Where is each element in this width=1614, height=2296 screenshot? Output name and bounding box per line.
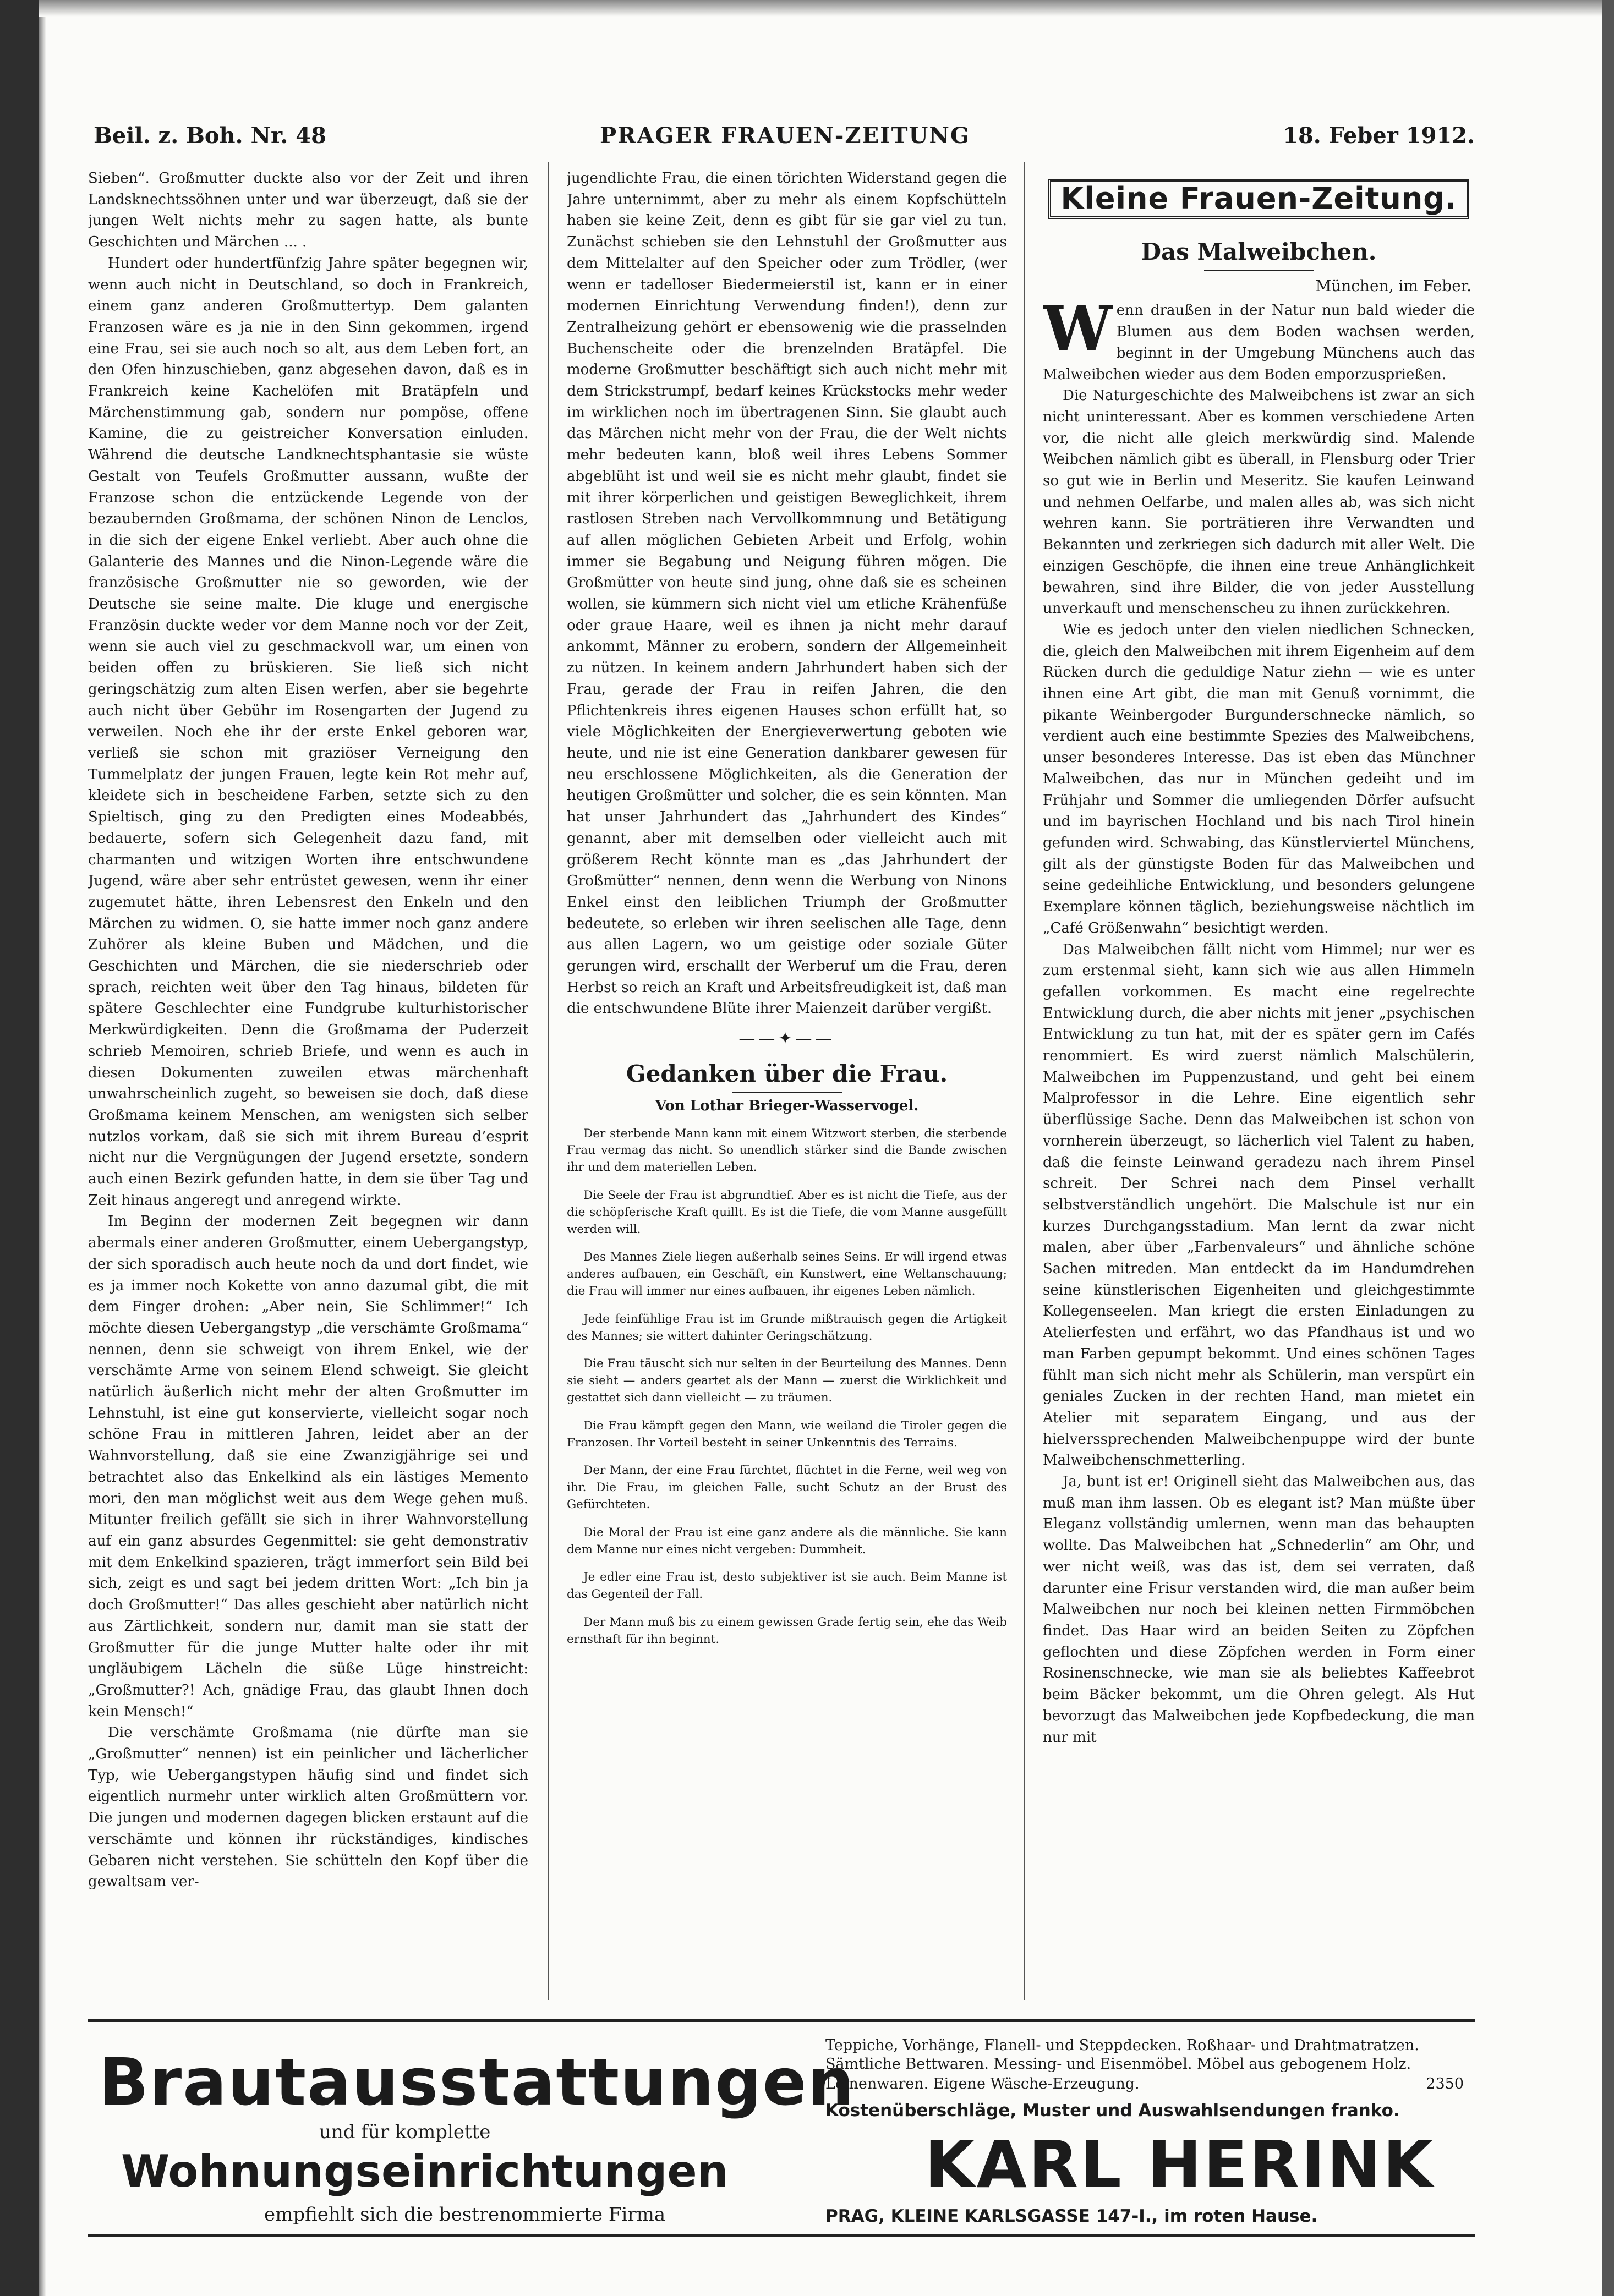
ad-recommendation: empfiehlt sich die bestrenommierte Firma [264,2204,666,2226]
ad-company-name: KARL HERINK [924,2127,1435,2202]
ad-product-line-text: Leinenwaren. Eigene Wäsche-Erzeugung. [825,2075,1140,2092]
aphorism: Die Frau täuscht sich nur selten in der Beurteilung des Mannes. Denn sie sieht — anders geartet als der Mann — zuerst die Wirklichkeit und gestattet sich dann vielleicht — zu träumen. [567,1357,1007,1405]
aphorism: Die Seele der Frau ist abgrundtief. Aber es ist nicht die Tiefe, aus der die schöpferische Kraft quillt. Es ist die Tiefe, die vom Manne ausgefüllt werden will. [567,1188,1007,1236]
ad-product-line: Teppiche, Vorhänge, Flanell- und Steppdecken. Roßhaar- und Drahtmatratzen. [825,2037,1419,2054]
column-1 [88,168,528,2000]
title-underline [1204,270,1314,271]
gedanken-title: Gedanken über die Frau. [626,1060,948,1087]
scan-border-right [1602,0,1614,2296]
section-title-box: Kleine Frauen-Zeitung. [1048,179,1469,219]
scan-border-top [39,0,1602,17]
article-paragraph: Das Malweibchen fällt nicht vom Himmel; nur wer es zum erstenmal sieht, kann sich wie aus allen Himmeln gefallen vorkommen. Es macht eine regelrechte Entwicklung durch, die aber nichts mit jener „psychischen Entwicklung zu tun hat, mit der es später gern im Cafés renommiert. Es wird zuerst nämlich Malschülerin, Malweibchen im Puppenzustand, und geht bei einem Malprofessor in die Lehre. Eine eigentlich sehr überflüssige Sache. Denn das Malweibchen ist schon von vornherein überzeugt, so lächerlich viel Talent zu haben, daß die feinste Leinwand geradezu nach ihrem Pinsel schreit. Der Schrei nach dem Pinsel verhallt selbstverständlich ungehört. Die Malschule ist nur ein kurzes Durchgangsstadium. Man lernt da zwar nicht malen, aber über „Farbenvaleurs“ und ähnliche schöne Sachen mitreden. Man entdeckt da im Handumdrehen seine künstlerischen Eigenheiten und gleichgestimmte Kollegenseelen. Man kriegt die ersten Einladungen zu Atelierfesten und erfährt, wo das Pfandhaus ist und wo man Farben gepumpt bekommt. Und eines schönen Tages fühlt man sich nicht mehr als Schülerin, man verspürt ein geniales Zucken in der rechten Hand, man mietet ein Atelier mit separatem Eingang, und aus der hielverssprechenden Malweibchenpuppe wird der bunte Malweibchenschmetterling. [1043,941,1475,1469]
ornament-divider: ——✦—— [738,1029,835,1049]
aphorism: Jede feinfühlige Frau ist im Grunde mißtrauisch gegen die Artigkeit des Mannes; sie wittert dahinter Geringschätzung. [567,1312,1007,1343]
aphorism: Der Mann, der eine Frau fürchtet, flüchtet in die Ferne, weil weg von ihr. Die Frau, im gleichen Falle, sucht Schutz an der Brust des Gefürchteten. [567,1464,1007,1511]
ad-product-line [825,2075,1475,2092]
article-paragraph: Die Naturgeschichte des Malweibchens ist zwar an sich nicht uninteressant. Aber es kommen verschiedene Arten vor, die nicht alle gleich merkwürdig sind. Malende Weibchen nämlich gibt es überall, in Flensburg oder Trier so gut wie in Berlin und Meseritz. Sie kaufen Leinwand und nehmen Oelfarbe, und malen alles ab, was sich nicht wehren kann. Sie porträtieren ihre Verwandten und Bekannten und zerkriegen sich dadurch mit aller Welt. Die einzigen Geschöpfe, die ihnen eine treue Anhänglichkeit bewahren, sind ihre Bilder, die von jeder Ausstellung unverkauft und menschenscheu zu ihnen zurückkehren. [1043,387,1475,617]
article-paragraph: Ja, bunt ist er! Originell sieht das Malweibchen aus, das muß man ihm lassen. Ob es elegant ist? Man müßte über Eleganz vollständig umlernen, wenn man das behaupten wollte. Das Malweibchen hat „Schnederlin“ am Ohr, und wer nicht weiß, was das ist, dem sei verraten, daß darunter eine Frisur verstanden wird, die man außer beim Malweibchen nur noch bei kleinen netten Firmmöbchen findet. Das Haar wird an beiden Seiten zu Zöpfchen geflochten und diese Zöpfchen werden in Form einer Rosinenschnecke, wie man sie als beliebtes Kaffeebrot beim Bäcker bekommt, um die Ohren gelegt. Als Hut bevorzugt das Malweibchen jede Kopfbedeckung, die man nur mit [1043,1473,1475,1746]
column-rule [1024,162,1025,2000]
drop-cap: W [1043,293,1112,366]
article-paragraph: Im Beginn der modernen Zeit begegnen wir dann abermals einer anderen Großmutter, einem Uebergangstyp, der sich sporadisch auch heute noch da und dort findet, wie es ja immer noch Kokette von anno dazumal gibt, die mit dem Finger drohen: „Aber nein, Sie Schlimmer!“ Ich möchte diesen Uebergangstyp „die verschämte Großmama“ nennen, denn sie schweigt von ihrem Enkel, wie der verschämte Arme von seinem Elend schweigt. Sie gleicht natürlich äußerlich nicht mehr der alten Großmutter im Lehnstuhl, ist eine gut konservierte, vielleicht sogar noch schöne Frau in mittleren Jahren, leidet aber an der Wahnvorstellung, daß sie eine Zwanzigjährige sei und betrachtet also das Enkelkind als ein lästiges Memento mori, den man möglichst weit aus dem Wege gehen muß. Mitunter freilich gefällt sie sich in ihrer Wahnvorstellung auf ein ganz absurdes Gegenmittel: sie geht demonstrativ mit dem Enkelkind spazieren, trägt immerfort sein Bild bei sich, zeigt es und sagt bei jedem dritten Wort: „Ich bin ja doch Großmutter!“ Das alles geschieht aber natürlich nicht aus Zärtlichkeit, sondern nur, damit man sie statt der Großmutter für die junge Mutter halte oder ihr mit ungläubigem Lächeln die süße Lüge hinstreicht: „Großmutter?! Ach, gnädige Frau, das glaubt Ihnen doch kein Mensch!“ [88,1213,528,1720]
article-paragraph: Hundert oder hundertfünfzig Jahre später begegnen wir, wenn auch nicht in Deutschland, so doch in Frankreich, einem ganz anderen Großmuttertyp. Dem galanten Franzosen wäre es ja nie in den Sinn gekommen, irgend eine Frau, sei sie auch noch so alt, aus dem Leben fort, an den Ofen hinzuschieben, ganz abgesehen davon, daß es in Frankreich keine Kachelöfen mit Bratäpfeln und Märchenstimmung gab, sondern nur pompöse, offene Kamine, die zu geistreicher Konversation einluden. Während die deutsche Landknechtsphantasie sie wüste Gestalt von Teufels Großmutter aussann, wußte der Franzose schon die entzückende Legende von der bezaubernden Großmama, der schönen Ninon de Lenclos, in die sich der eigene Enkel verliebt. Aber auch ohne die Galanterie des Mannes und die Ninon-Legende wäre die französische Großmutter nie so geworden, wie der Deutsche sie seine malte. Die kluge und energische Französin duckte weder vor dem Manne noch vor der Zeit, wenn sie auch viel zu geschmackvoll war, um einen von beiden offen zu brüskieren. Sie ließ sich nicht geringschätzig zum alten Eisen werfen, aber sie begehrte auch nicht über Gebühr im Rosengarten der Jugend zu verweilen. Noch ehe ihr der erste Enkel geboren war, verließ sie schon mit graziöser Verneigung den Tummelplatz der jungen Frauen, legte kein Rot mehr auf, kleidete sich in bescheidene Farben, setzte sich zu den Spieltisch, ging zu den Predigten eines Modeabbés, bedauerte, sofern sich Gelegenheit dazu fand, mit charmanten und witzigen Worten ihre entschwundene Jugend, wäre aber sehr entrüstet gewesen, wenn ihr einer zugemutet hätte, ihren Lebensrest den Enkeln und den Märchen zu widmen. O, sie hatte immer noch ganz andere Zuhörer als kleine Buben und Mädchen, und die Geschichten und Märchen, die sie niederschrieb oder sprach, reichten weit über den Tag hinaus, bildeten für spätere Geschlechter eine Fundgrube kulturhistorischer Merkwürdigkeiten. Denn die Großmama der Puderzeit schrieb Memoiren, schrieb Briefe, und wenn es auch in diesen Dokumenten zuweilen etwas märchenhaft unwahrscheinlich zugeht, so beweisen sie doch, daß diese Großmama keinem Menschen, am wenigsten sich selber nutzlos vorkam, daß sie sich mit ihrem Bureau d’esprit nicht nur die Vergnügungen der Jugend ersetzte, sondern auch einen Bezirk gefunden hatte, in dem sie über Tag und Zeit hinaus angeregt und anregend wirkte. [88,255,528,1209]
ad-product-line: Sämtliche Bettwaren. Messing- und Eisenmöbel. Möbel aus gebogenem Holz. [825,2056,1411,2073]
ad-number: 2350 [1426,2075,1464,2092]
header-supplement-number: Beil. z. Boh. Nr. 48 [94,123,326,149]
article-paragraph: Die verschämte Großmama (nie dürfte man sie „Großmutter“ nennen) ist ein peinlicher und lächerlicher Typ, wie Uebergangstypen häufig sind und findet sich eigentlich nurmehr unter wirklich alten Großmüttern vor. Die jungen und modernen dagegen blicken erstaunt auf die verschämte und können ihr rückständiges, kindisches Gebaren nicht verstehen. Sie schütteln den Kopf über die gewaltsam ver- [88,1724,528,1890]
aphorism: Die Moral der Frau ist eine ganz andere als die männliche. Sie kann dem Manne nur eines nicht vergeben: Dummheit. [567,1525,1007,1557]
ad-offer-line: Kostenüberschläge, Muster und Auswahlsendungen franko. [825,2101,1400,2120]
column-2 [567,168,1007,2000]
article-paragraph: Sieben“. Großmutter duckte also vor der Zeit und ihren Landsknechtssöhnen unter und war überzeugt, daß sie der jungen Welt nichts mehr zu sagen hatte, als bunte Geschichten und Märchen ... . [88,170,528,251]
ad-address: PRAG, KLEINE KARLSGASSE 147-I., im roten Hause. [825,2206,1318,2226]
article-paragraph: Wie es jedoch unter den vielen niedlichen Schnecken, die, gleich den Malweibchen mit ihrem Eigenheim auf dem Rücken durch die geduldige Natur ziehn — wie es unter ihnen eine Art gibt, die man mit Genuß vornimmt, die pikante Weinbergoder Burgunderschnecke nämlich, so verdient auch eine bestimmte Spezies des Malweibchens, unser besonderes Interesse. Das ist eben das Münchner Malweibchen, das nur in München gedeiht und im Frühjahr und Sommer die umliegenden Dörfer aufsucht und im bayrischen Hochland und bis nach Tirol hinein gefunden wird. Schwabing, das Künstlerviertel Münchens, gilt als der günstigste Boden für das Malweibchen und seine gedeihliche Entwicklung, und besonders gelungene Exemplare können täglich, beziehungsweise nächtlich im „Café Größenwahn“ besichtigt werden. [1043,621,1475,936]
title-underline [732,1092,842,1093]
scan-border-left [0,0,39,2296]
ad-headline-brautausstattungen: Brautausstattungen [99,2044,855,2120]
dateline: München, im Feber. [1315,276,1471,295]
lead-paragraph-text: enn draußen in der Natur nun bald wieder die Blumen aus dem Boden wachsen werden, beginnt in der Umgebung Münchens auch das Malweibchen wieder aus dem Boden emporzusprießen. [1043,302,1475,383]
article-title: Das Malweibchen. [1141,238,1377,265]
column-3 [1043,168,1475,2000]
header-date: 18. Feber 1912. [1283,123,1475,149]
ad-headline-wohnungseinrichtungen: Wohnungseinrichtungen [121,2146,729,2197]
gedanken-byline: Von Lothar Brieger-Wasservogel. [655,1097,919,1114]
running-header [88,118,1475,151]
aphorism: Der Mann muß bis zu einem gewissen Grade fertig sein, ehe das Weib ernsthaft für ihn beginnt. [567,1615,1007,1646]
aphorism: Der sterbende Mann kann mit einem Witzwort sterben, die sterbende Frau vermag das nicht. So unendlich stärker sind die Bande zwischen ihr und dem materiellen Leben. [567,1126,1007,1175]
lead-paragraph [1043,293,1475,385]
aphorism: Des Mannes Ziele liegen außerhalb seines Seins. Er will irgend etwas anderes aufbauen, ein Geschäft, ein Kunstwert, eine Weltanschauung; die Frau will immer nur eines aufbauen, ihr eigenes Leben nämlich. [567,1250,1007,1298]
aphorism: Je edler eine Frau ist, desto subjektiver ist sie auch. Beim Manne ist das Gegenteil der Fall. [567,1570,1007,1602]
aphorism: Die Frau kämpft gegen den Mann, wie weiland die Tiroler gegen die Franzosen. Ihr Vorteil besteht in seiner Unkenntnis des Terrains. [567,1418,1007,1450]
header-masthead: PRAGER FRAUEN-ZEITUNG [600,123,971,149]
article-paragraph: jugendlichte Frau, die einen törichten Widerstand gegen die Jahre unternimmt, aber zu mehr als einem Kopfschütteln haben sie keine Zeit, denn es gibt für sie gar viel zu tun. Zunächst schieben sie den Lehnstuhl der Großmutter aus dem Mittelalter auf den Speicher oder zum Trödler, (wer wenn er tadelloser Biedermeierstil ist, kann er in einer modernen Einrichtung Verwendung finden!), denn zur Zentralheizung gehört er ebensowenig wie die prasselnden Buchenscheite oder die brenzelnden Bratäpfel. Die moderne Großmutter beschäftigt sich auch nicht mehr mit dem Strickstrumpf, bedarf keines Krückstocks mehr weder im wirklichen noch im übertragenen Sinn. Sie glaubt auch das Märchen nicht mehr von der Frau, die der Welt nichts mehr bedeuten kann, bloß weil ihres Lebens Sommer abgeblüht ist und weil sie es nicht mehr glaubt, findet sie mit ihrer körperlichen und geistigen Beweglichkeit, ihrem rastlosen Streben nach Vervollkommnung und Betätigung auf allen möglichen Gebieten Arbeit und Erfolg, wohin immer sie Begabung und Neigung führen mögen. Die Großmütter von heute sind jung, ohne daß sie es scheinen wollen, sie kümmern sich nicht viel um etliche Krähenfüße oder graue Haare, weil es ihnen ja nicht mehr darauf ankommt, Männer zu erobern, sondern der Allgemeinheit zu nützen. In keinem andern Jahrhundert haben sich der Frau, gerade der Frau in reifen Jahren, die den Pflichtenkreis ihres eigenen Hauses schon erfüllt hat, so viele Möglichkeiten der Energieverwertung geboten wie heute, und nie ist eine Generation dankbarer gewesen für neu erschlossene Möglichkeiten, als die Generation der heutigen Großmütter und solcher, die es sein könnten. Man hat unser Jahrhundert das „Jahrhundert des Kindes“ genannt, aber mit demselben oder vielleicht auch mit größerem Recht könnte man es „das Jahrhundert der Großmütter“ nennen, denn wenn die Werbung von Ninons Enkel einst den leiblichen Triumph der Großmutter bedeutete, so erleben wir ihren seelischen alle Tage, denn aus allen Lagern, wo um geistige oder soziale Güter gerungen wird, erschallt der Werberuf um die Frau, deren Herbst so reich an Kraft und Arbeitsfreudigkeit ist, daß man die entschwundene Blüte ihrer Maienzeit darüber vergißt. [567,170,1007,1017]
column-rule [548,162,549,2000]
ad-connector-text: und für komplette [319,2121,491,2143]
advertisement [88,2019,1475,2237]
